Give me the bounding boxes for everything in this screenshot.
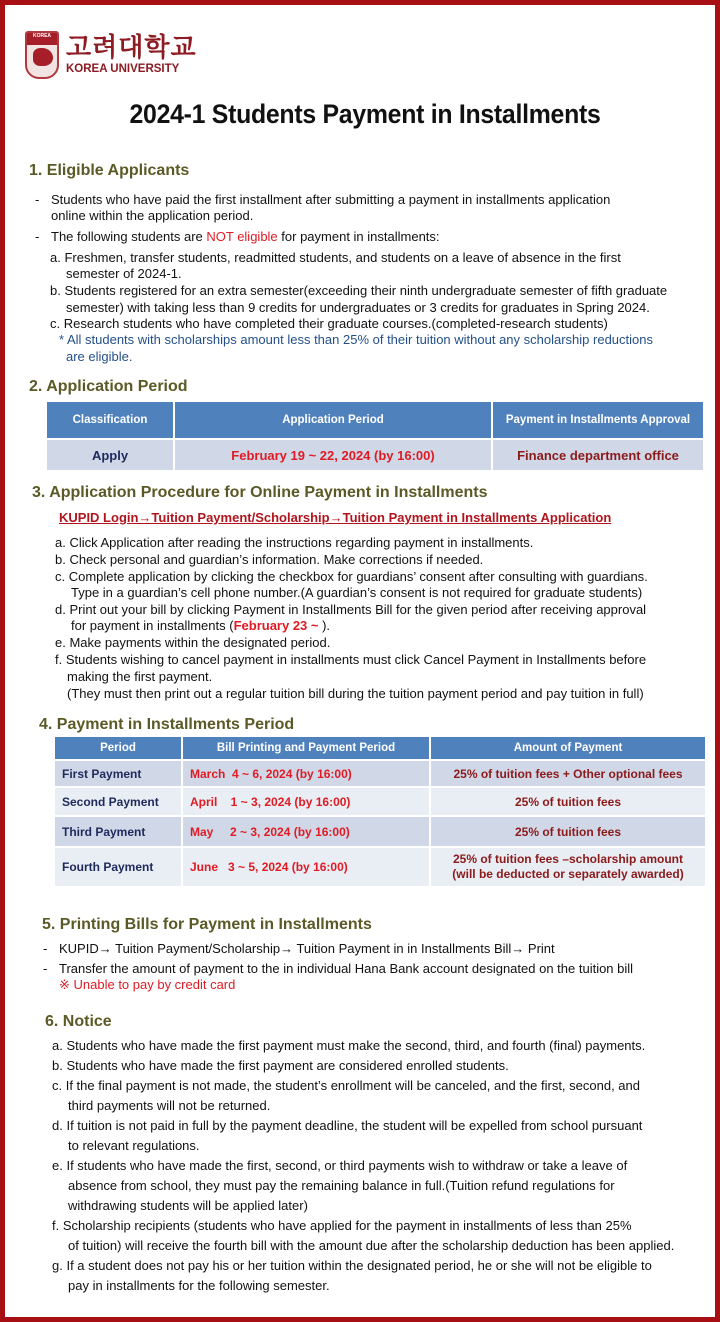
eligibility-item-b-cont: semester) with taking less than 9 credits for undergraduates or 3 credits for graduates in Spring 2024. bbox=[66, 300, 650, 315]
tiger-icon bbox=[33, 48, 53, 66]
amount-cell bbox=[431, 848, 705, 886]
section5-bullet1: - KUPID→ Tuition Payment/Scholarship→ Tuition Payment in in Installments Bill→ Print bbox=[43, 941, 555, 956]
table-row bbox=[55, 761, 705, 786]
period-cell: Third Payment bbox=[55, 817, 181, 846]
logo-korean-name: 고려대학교 bbox=[66, 33, 197, 63]
approval-cell: Finance department office bbox=[493, 440, 703, 470]
application-period-cell: February 19 ~ 22, 2024 (by 16:00) bbox=[175, 440, 491, 470]
notice-b: b. Students who have made the first payment are considered enrolled students. bbox=[52, 1058, 509, 1073]
kupid-application-path-link[interactable]: KUPID Login→Tuition Payment/Scholarship→Tuition Payment in Installments Application bbox=[59, 510, 612, 525]
section1-bullet1-line2: online within the application period. bbox=[51, 208, 254, 223]
dates-cell: June 3 ~ 5, 2024 (by 16:00) bbox=[183, 848, 429, 886]
step-text: for payment in installments ( bbox=[71, 618, 234, 633]
column-header: Classification bbox=[47, 402, 173, 438]
amount-line1: 25% of tuition fees –scholarship amount bbox=[452, 852, 684, 866]
installments-period-table bbox=[53, 735, 707, 888]
eligibility-item-c: c. Research students who have completed their graduate courses.(completed-research students) bbox=[50, 316, 608, 331]
section6-heading: 6. Notice bbox=[45, 1013, 112, 1030]
dates-cell: May 2 ~ 3, 2024 (by 16:00) bbox=[183, 817, 429, 846]
section2-heading: 2. Application Period bbox=[29, 378, 188, 395]
column-header: Payment in Installments Approval bbox=[493, 402, 703, 438]
table-row bbox=[55, 788, 705, 815]
dates-cell: April 1 ~ 3, 2024 (by 16:00) bbox=[183, 788, 429, 815]
section5-heading: 5. Printing Bills for Payment in Installments bbox=[42, 916, 372, 933]
credit-card-warning: ※ Unable to pay by credit card bbox=[59, 977, 236, 992]
amount-cell: 25% of tuition fees bbox=[431, 817, 705, 846]
page-title: 2024-1 Students Payment in Installments bbox=[129, 99, 601, 129]
section5-bullet2: - Transfer the amount of payment to the in individual Hana Bank account designated on the tuition bill bbox=[43, 961, 634, 976]
application-period-table bbox=[45, 400, 705, 472]
procedure-step-f-note: (They must then print out a regular tuition bill during the tuition payment period and pay tuition in full) bbox=[67, 686, 644, 701]
dates-cell: March 4 ~ 6, 2024 (by 16:00) bbox=[183, 761, 429, 786]
procedure-step-e: e. Make payments within the designated period. bbox=[55, 635, 331, 650]
eligibility-item-a: a. Freshmen, transfer students, readmitted students, and students on a leave of absence in the first bbox=[50, 250, 621, 265]
korea-university-logo bbox=[25, 31, 197, 79]
notice-d: d. If tuition is not paid in full by the payment deadline, the student will be expelled from school pursuant bbox=[52, 1118, 643, 1133]
section1-bullet2: - The following students are NOT eligible for payment in installments: bbox=[35, 229, 440, 244]
notice-d-cont: to relevant regulations. bbox=[68, 1138, 200, 1153]
amount-cell: 25% of tuition fees bbox=[431, 788, 705, 815]
table-row bbox=[55, 848, 705, 886]
notice-f-cont: of tuition) will receive the fourth bill with the amount due after the scholarship deduction has been applied. bbox=[68, 1238, 675, 1253]
period-cell: Fourth Payment bbox=[55, 848, 181, 886]
bullet-text: Transfer the amount of payment to the in individual Hana Bank account designated on the tuition bill bbox=[59, 961, 634, 976]
notice-a: a. Students who have made the first payment must make the second, third, and fourth (final) payments. bbox=[52, 1038, 646, 1053]
classification-cell: Apply bbox=[47, 440, 173, 470]
shield-text: KOREA bbox=[27, 33, 57, 45]
procedure-step-d: d. Print out your bill by clicking Payment in Installments Bill for the given period after receiving approval bbox=[55, 602, 647, 617]
section4-heading: 4. Payment in Installments Period bbox=[39, 716, 295, 733]
section3-heading: 3. Application Procedure for Online Payment in Installments bbox=[32, 484, 488, 501]
table-row bbox=[55, 817, 705, 846]
amount-line2: (will be deducted or separately awarded) bbox=[452, 867, 684, 881]
scholarship-note-line2: are eligible. bbox=[66, 349, 133, 364]
logo-english-name: KOREA UNIVERSITY bbox=[66, 63, 180, 75]
amount-cell: 25% of tuition fees + Other optional fees bbox=[431, 761, 705, 786]
period-cell: First Payment bbox=[55, 761, 181, 786]
notice-c-cont: third payments will not be returned. bbox=[68, 1098, 271, 1113]
procedure-step-c: c. Complete application by clicking the checkbox for guardians’ consent after consulting with guardians. bbox=[55, 569, 648, 584]
not-eligible-text: NOT eligible bbox=[206, 229, 278, 244]
procedure-step-f: f. Students wishing to cancel payment in installments must click Cancel Payment in Installments before bbox=[55, 652, 647, 667]
section1-bullet1-line1: - Students who have paid the first installment after submitting a payment in installments application bbox=[35, 192, 611, 207]
column-header: Application Period bbox=[175, 402, 491, 438]
period-cell: Second Payment bbox=[55, 788, 181, 815]
eligibility-item-b: b. Students registered for an extra semester(exceeding their ninth undergraduate semester of fifth graduate bbox=[50, 283, 668, 298]
approval-date-text: February 23 ~ bbox=[233, 618, 319, 633]
notice-e-cont2: withdrawing students will be applied later) bbox=[68, 1198, 308, 1213]
procedure-step-a: a. Click Application after reading the instructions regarding payment in installments. bbox=[55, 535, 534, 550]
bullet-text: The following students are bbox=[51, 229, 207, 244]
procedure-step-c-cont: Type in a guardian’s cell phone number.(A guardian’s consent is not required for graduate students) bbox=[71, 585, 643, 600]
column-header: Amount of Payment bbox=[431, 737, 705, 759]
column-header: Bill Printing and Payment Period bbox=[183, 737, 429, 759]
table-row bbox=[47, 440, 703, 470]
notice-c: c. If the final payment is not made, the student’s enrollment will be canceled, and the first, second, and bbox=[52, 1078, 640, 1093]
notice-g-cont: pay in installments for the following semester. bbox=[68, 1278, 330, 1293]
notice-e: e. If students who have made the first, second, or third payments wish to withdraw or take a leave of bbox=[52, 1158, 628, 1173]
step-text: ). bbox=[318, 618, 331, 633]
column-header: Period bbox=[55, 737, 181, 759]
bullet-text: Students who have paid the first installment after submitting a payment in installments application bbox=[51, 192, 611, 207]
notice-e-cont1: absence from school, they must pay the remaining balance in full.(Tuition refund regulations for bbox=[68, 1178, 615, 1193]
shield-emblem-icon bbox=[25, 31, 59, 79]
procedure-step-d-cont bbox=[71, 618, 330, 634]
bullet-text: for payment in installments: bbox=[277, 229, 440, 244]
bullet-text: KUPID→ Tuition Payment/Scholarship→ Tuition Payment in in Installments Bill→ Print bbox=[59, 941, 555, 956]
section1-heading: 1. Eligible Applicants bbox=[29, 162, 190, 179]
procedure-step-b: b. Check personal and guardian’s information. Make corrections if needed. bbox=[55, 552, 484, 567]
scholarship-note-line1: * All students with scholarships amount less than 25% of their tuition without any scholarship reductions bbox=[59, 332, 653, 347]
eligibility-item-a-cont: semester of 2024-1. bbox=[66, 266, 182, 281]
notice-g: g. If a student does not pay his or her tuition within the designated period, he or she will not be eligible to bbox=[52, 1258, 652, 1273]
procedure-step-f-cont: making the first payment. bbox=[67, 669, 213, 684]
notice-f: f. Scholarship recipients (students who have applied for the payment in installments of less than 25% bbox=[52, 1218, 632, 1233]
